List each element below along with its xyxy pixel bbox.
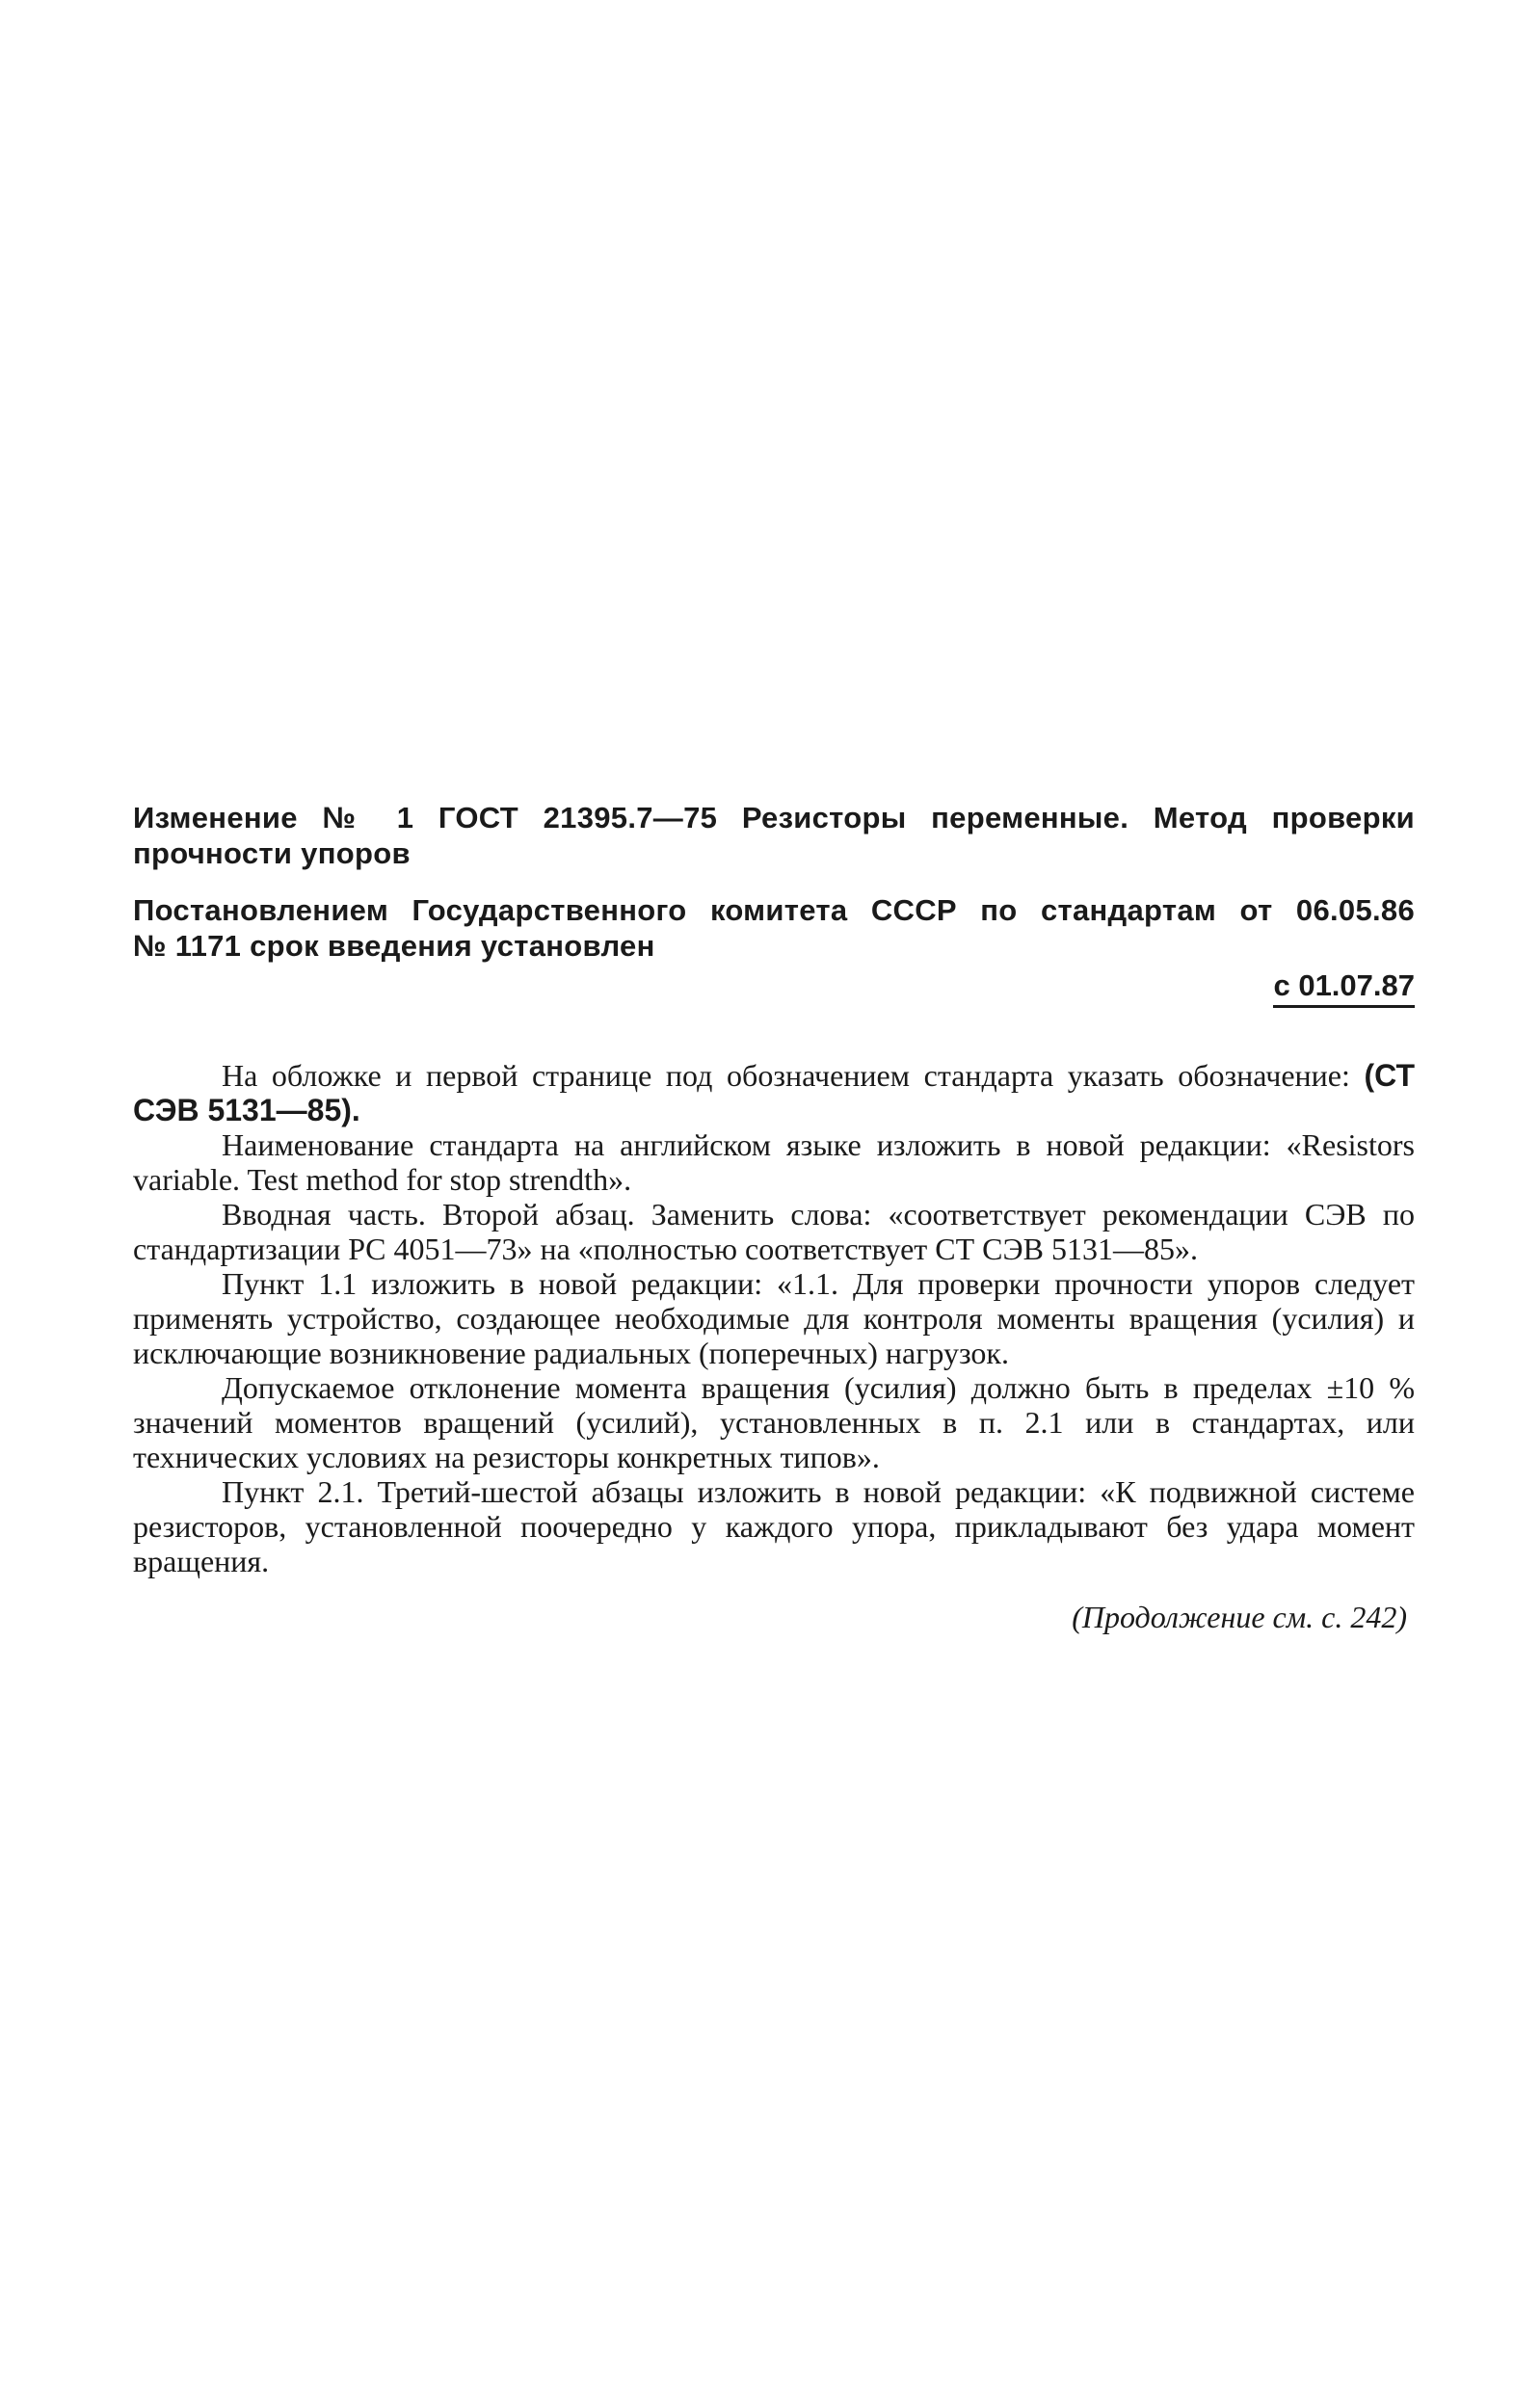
paragraph-clause-1-1: Пункт 1.1 изложить в новой редакции: «1.1. Для проверки прочности упоров следует применять устройство, создающее необходимые для контроля моменты вращения (усилия) и исключающие возникновение радиальных (поперечных) нагрузок. [133, 1266, 1415, 1370]
decree-block [133, 892, 1415, 1008]
amendment-body [133, 1058, 1415, 1578]
paragraph-cover [133, 1058, 1415, 1127]
effective-date-line [133, 967, 1415, 1008]
paragraph-tolerance: Допускаемое отклонение момента вращения (усилия) должно быть в пределах ±10 % значений моментов вращений (усилий), установленных в п. 2.1 или в стандартах, или технических условиях на резисторы конкретных типов». [133, 1370, 1415, 1474]
document-content [133, 800, 1415, 1634]
effective-date: с 01.07.87 [1273, 967, 1415, 1008]
decree-line-2: № 1171 срок введения установлен [133, 929, 655, 963]
decree-text [133, 892, 1415, 964]
paragraph-cover-designation: (СТ СЭВ 5131—85). [133, 1058, 1415, 1127]
title-line-1: Изменение № 1 ГОСТ 21395.7—75 Резисторы переменные. Метод проверки [133, 801, 1415, 834]
decree-line-1: Постановлением Государственного комитета СССР по стандартам от 06.05.86 [133, 893, 1415, 927]
amendment-title-text [133, 800, 1415, 871]
continuation-note: (Продолжение см. с. 242) [1072, 1600, 1407, 1634]
paragraph-cover-text: На обложке и первой странице под обозначением стандарта указать обозначение: [222, 1058, 1365, 1093]
paragraph-clause-2-1: Пункт 2.1. Третий-шестой абзацы изложить в новой редакции: «К подвижной системе резисторов, установленной поочередно у каждого упора, прикладывают без удара момент вращения. [133, 1474, 1415, 1578]
paragraph-introduction: Вводная часть. Второй абзац. Заменить слова: «соответствует рекомендации СЭВ по стандартизации PC 4051—73» на «полностью соответствует СТ СЭВ 5131—85». [133, 1197, 1415, 1266]
paragraph-english-title: Наименование стандарта на английском языке изложить в новой редакции: «Resistors variable. Test method for stop strendth». [133, 1127, 1415, 1197]
amendment-title [133, 800, 1415, 871]
title-line-2: прочности упоров [133, 836, 411, 870]
